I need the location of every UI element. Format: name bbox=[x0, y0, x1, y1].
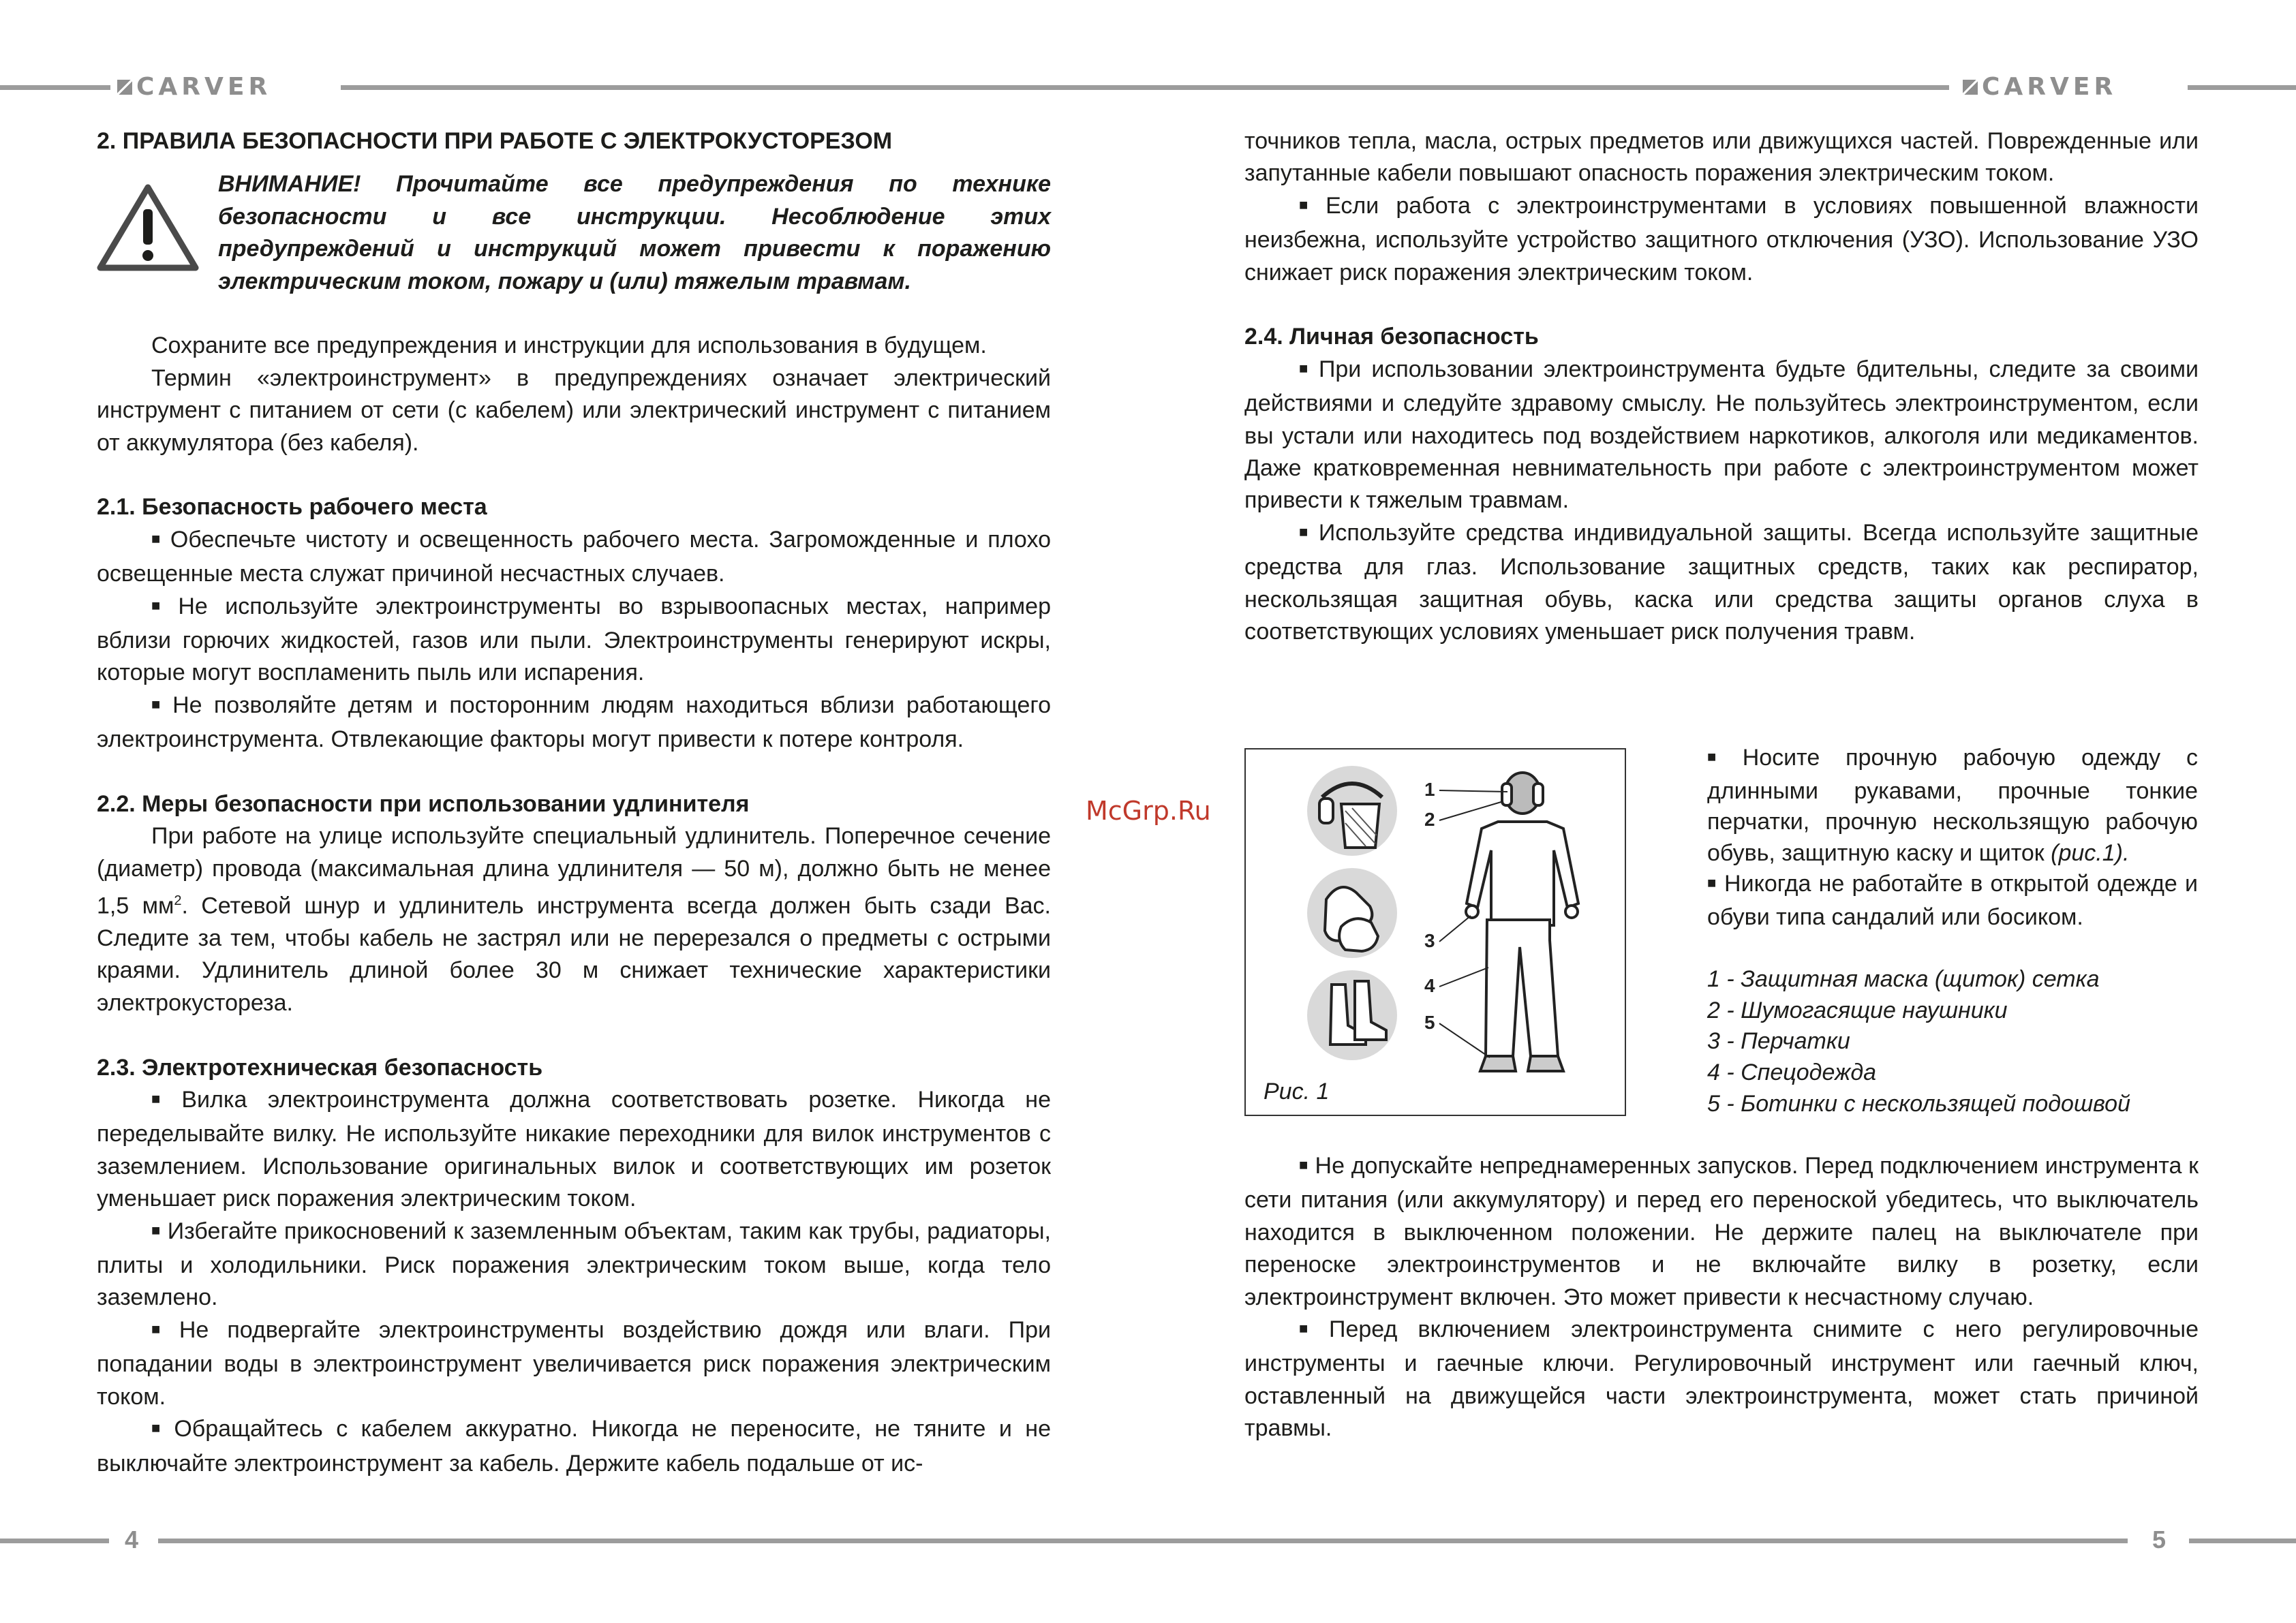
boots-circle-icon bbox=[1307, 970, 1397, 1060]
watermark: McGrp.Ru bbox=[1086, 796, 1211, 826]
brand-logo-left bbox=[117, 74, 271, 101]
figure-ppe bbox=[1244, 748, 1626, 1116]
footer-rule-right-short bbox=[2189, 1539, 2296, 1543]
subsection-title: 2.3. Электротехническая безопасность bbox=[97, 1054, 543, 1081]
figure-side-text bbox=[1707, 743, 2198, 1119]
bullet-paragraph: ■ Не используйте электроинструменты во взрывоопасных местах, например вблизи горючих жидкостей, газов или пыли. Электроинструменты генерируют искры, которые могут воспламенить пыль или испарения. bbox=[97, 591, 1051, 690]
right-column-bottom bbox=[1244, 1150, 2199, 1445]
bullet-paragraph: ■ Если работа с электроинструментами в условиях повышенной влажности неизбежна, используйте устройство защитного отключения (УЗО). Использование УЗО снижает риск поражения электрическим током. bbox=[1244, 190, 2199, 289]
bullet-paragraph: ■ Не подвергайте электроинструменты воздействию дождя или влаги. При попадании воды в электроинструмент увеличивается риск поражения электрическим током. bbox=[97, 1314, 1051, 1413]
warning-triangle-icon bbox=[97, 183, 199, 272]
bullet-paragraph: ■ Перед включением электроинструмента снимите с него регулировочные инструменты и гаечные ключи. Регулировочный инструмент или гаечный ключ, оставленный на движущейся части электроинструмента, может стать причиной травмы. bbox=[1244, 1314, 2199, 1445]
left-column bbox=[97, 125, 1051, 1480]
figure-reference: (рис.1). bbox=[2051, 839, 2130, 866]
intro-paragraph: Сохраните все предупреждения и инструкции для использования в будущем. bbox=[151, 333, 987, 359]
legend-item: 1 - Защитная маска (щиток) сетка bbox=[1707, 966, 2100, 993]
warning-text: ВНИМАНИЕ! Прочитайте все предупреждения по технике безопасности и все инструкции. Несоблюдение этих предупреждений и инструкций может привести к поражению электрическим током, пожару и (или) тяжелым травмам. bbox=[218, 171, 1051, 294]
page-number-right: 5 bbox=[2152, 1526, 2167, 1554]
side-bullet1-text: Носите прочную рабочую одежду с длинными рукавами, прочные тонкие перчатки, прочную нескользящую рабочую обувь, защитную каску и щиток bbox=[1707, 745, 2198, 866]
fig-label-1: 1 bbox=[1424, 779, 1435, 800]
brand-text-right: CARVER bbox=[1982, 73, 2117, 101]
extension-text-a: При работе на улице используйте специальный удлинитель. Поперечное сечение (диаметр) провода (максимальная длина удлинителя — 50 м), должно быть не менее 1,5 мм bbox=[97, 823, 1051, 919]
carver-mark-icon bbox=[1963, 80, 1978, 95]
fig-label-3: 3 bbox=[1424, 930, 1435, 951]
page-number-left: 4 bbox=[125, 1526, 139, 1554]
bullet-paragraph: ■ Вилка электроинструмента должна соответствовать розетке. Никогда не переделывайте вилку. Не используйте никакие переходники для вилок инструментов с заземлением. Использование оригинальных вилок и соответствующих им розеток уменьшает риск поражения электрическим током. bbox=[97, 1084, 1051, 1216]
bullet-paragraph: ■ Используйте средства индивидуальной защиты. Всегда используйте защитные средства для глаз. Использование защитных средств, таких как респиратор, нескользящая защитная обувь, каска или средства защиты органов слуха в соответствующих условиях уменьшает риск получения травм. bbox=[1244, 517, 2199, 649]
fig-label-4: 4 bbox=[1424, 975, 1435, 996]
header-rule-left-short bbox=[0, 85, 110, 90]
bullet-paragraph: ■ Обращайтесь с кабелем аккуратно. Никогда не переносите, не тяните и не выключайте электроинструмент за кабель. Держите кабель подальше от ис- bbox=[97, 1413, 1051, 1480]
brand-text-left: CARVER bbox=[136, 73, 272, 101]
legend-item: 2 - Шумогасящие наушники bbox=[1707, 997, 2008, 1023]
bullet-paragraph: ■ Не допускайте непреднамеренных запусков. Перед подключением инструмента к сети питания (или аккумулятору) и перед его переноской убедитесь, что выключатель находится в выключенном положении. Не держите палец на выключателе при переноске электроинструментов и не включайте вилку в розетку, если электроинструмент включен. Это может привести к несчастному случаю. bbox=[1244, 1150, 2199, 1314]
footer-rule-left-short bbox=[0, 1539, 109, 1543]
subsection-title: 2.1. Безопасность рабочего места bbox=[97, 494, 487, 521]
intro-paragraph: Термин «электроинструмент» в предупреждениях означает электрический инструмент с питанием от сети (с кабелем) или электрический инструмент с питанием от аккумулятора (без кабеля). bbox=[97, 365, 1051, 456]
legend-item: 3 - Перчатки bbox=[1707, 1028, 1850, 1055]
brand-logo-right bbox=[1963, 74, 2117, 101]
footer-rule-main bbox=[158, 1539, 2128, 1543]
section-title: 2. ПРАВИЛА БЕЗОПАСНОСТИ ПРИ РАБОТЕ С ЭЛЕКТРОКУСТОРЕЗОМ bbox=[97, 128, 893, 154]
right-column bbox=[1244, 125, 2199, 648]
bullet-paragraph bbox=[1707, 743, 2198, 869]
header-rule-main bbox=[341, 85, 1949, 90]
legend-item: 4 - Спецодежда bbox=[1707, 1059, 1877, 1085]
bullet-paragraph: ■ Никогда не работайте в открытой одежде и обуви типа сандалий или босиком. bbox=[1707, 869, 2198, 933]
subsection-title: 2.2. Меры безопасности при использовании удлинителя bbox=[97, 791, 750, 818]
legend-item: 5 - Ботинки с нескользящей подошвой bbox=[1707, 1090, 2130, 1117]
figure-caption: Рис. 1 bbox=[1264, 1079, 1330, 1104]
unit-superscript: 2 bbox=[174, 893, 182, 909]
continued-paragraph: точников тепла, масла, острых предметов или движущихся частей. Поврежденные или запутанные кабели повышают опасность поражения электрическим током. bbox=[1244, 128, 2199, 187]
fig-label-2: 2 bbox=[1424, 809, 1435, 830]
ppe-illustration bbox=[1246, 749, 1625, 1115]
header-rule-right-short bbox=[2188, 85, 2296, 90]
subsection-title: 2.4. Личная безопасность bbox=[1244, 324, 1539, 350]
bullet-paragraph: ■ При использовании электроинструмента будьте бдительны, следите за своими действиями и следуйте здравому смыслу. Не пользуйтесь электроинструментом, если вы устали или находитесь под воздействием наркотиков, алкоголя или медикаментов. Даже кратковременная невнимательность при работе с электроинструментом может привести к тяжелым травмам. bbox=[1244, 354, 2199, 517]
extension-text-b: . Сетевой шнур и удлинитель инструмента всегда должен быть сзади Вас. Следите за тем, чтобы кабель не застрял или не перерезался о предметы с острыми краями. Удлинитель длиной более 30 м снижает технические характеристики электрокустореза. bbox=[97, 893, 1051, 1016]
fig-label-5: 5 bbox=[1424, 1012, 1435, 1033]
bullet-paragraph: ■ Избегайте прикосновений к заземленным объектам, таким как трубы, радиаторы, плиты и холодильники. Риск поражения электрическим током выше, когда тело заземлено. bbox=[97, 1216, 1051, 1314]
extension-paragraph bbox=[97, 820, 1051, 1019]
worker-figure-icon bbox=[1466, 773, 1578, 1071]
carver-mark-icon bbox=[117, 80, 132, 95]
bullet-paragraph: ■ Не позволяйте детям и посторонним людям находиться вблизи работающего электроинструмента. Отвлекающие факторы могут привести к потере контроля. bbox=[97, 690, 1051, 756]
bullet-paragraph: ■ Обеспечьте чистоту и освещенность рабочего места. Загроможденные и плохо освещенные места служат причиной несчастных случаев. bbox=[97, 524, 1051, 591]
warning-block bbox=[97, 168, 1051, 298]
